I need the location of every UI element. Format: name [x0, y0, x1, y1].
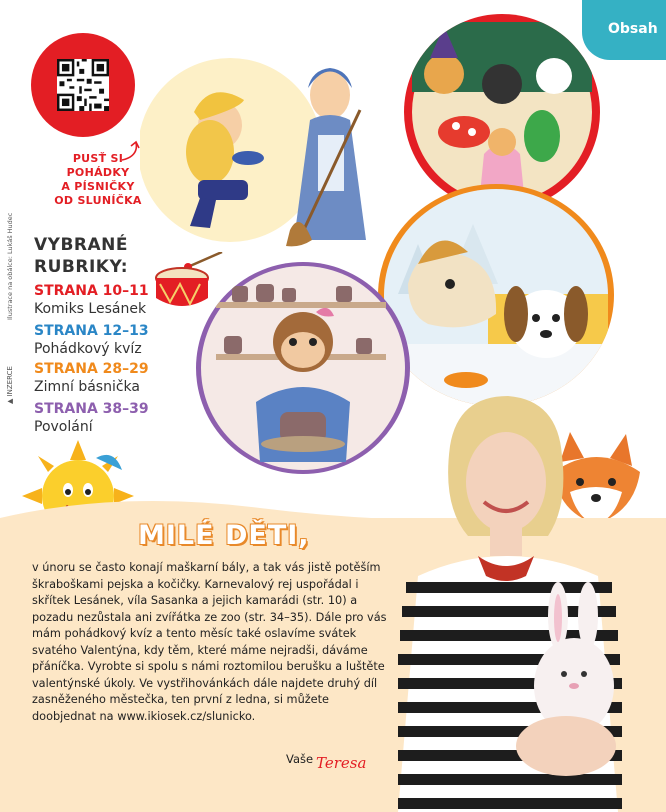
letter-heading: MILÉ DĚTI, [138, 520, 310, 551]
rubrika-page: STRANA 10–11 [34, 283, 149, 299]
qr-badge [31, 33, 135, 137]
rubriky-title-line: RUBRIKY: [34, 257, 129, 277]
rubrika-name: Zimní básnička [34, 379, 140, 395]
inzerce-label: ▲ INZERCE [6, 366, 14, 404]
qr-cta-line: POHÁDKY [66, 166, 130, 179]
signature: Teresa [316, 754, 367, 772]
carnival-illustration [404, 14, 600, 210]
presenter-photo [398, 386, 666, 812]
rubriky-title-line: VYBRANÉ [34, 235, 129, 255]
rubrika-page: STRANA 12–13 [34, 323, 149, 339]
rubrika-item[interactable] [34, 400, 149, 436]
rubrika-name: Pohádkový kvíz [34, 341, 142, 357]
potter-monkey-illustration [196, 262, 410, 474]
qr-cta-line: OD SLUNÍČKA [54, 194, 142, 207]
drum-icon [150, 252, 226, 314]
credit-illustration: Ilustrace na obálce: Lukáš Hudec [6, 212, 14, 320]
rubrika-name: Komiks Lesánek [34, 301, 147, 317]
winter-animals-illustration [378, 184, 614, 406]
rubriky-title [34, 234, 128, 278]
obsah-tab[interactable] [582, 0, 666, 60]
letter-paragraph: v únoru se často konají maškarní bály, a tak vás jistě potěším škraboškami pejska a kočičky. Karnevalový rej uspořádal i skřítek Lesánek, víla Sasanka a jejich kamarádi (str. 10) a pozadu nezůstala ani zvířátka ze zoo (str. 34–35). Dále pro vás mám pohádkový kvíz a tento měsíc také oslavíme svátek svatého Valentýna, kdy těm, které máme nejradši, dáváme přáníčka. Vyrobte si spolu s námi roztomilou berušku a luštěte valentýnské úkoly. Ve vystřihovánkách dále najdete druhý díl zasněženého městečka, ten první z ledna, si můžete doobjednat na www.ikiosek.cz/slunicko. [32, 561, 387, 723]
rubrika-name: Povolání [34, 419, 93, 435]
qr-cta-line: PUSŤ SI [72, 152, 124, 165]
rubrika-item[interactable] [34, 360, 149, 396]
rubrika-item[interactable] [34, 322, 149, 358]
rubrika-page: STRANA 28–29 [34, 361, 149, 377]
rubrika-page: STRANA 38–39 [34, 401, 149, 417]
rubrika-item[interactable] [34, 282, 149, 318]
qr-code-image [57, 59, 109, 111]
fairy-tale-illustration [140, 40, 390, 250]
qr-cta-line: A PÍSNIČKY [61, 180, 135, 193]
obsah-tab-label: Obsah [608, 21, 658, 37]
signature-label: Vaše [286, 752, 314, 766]
